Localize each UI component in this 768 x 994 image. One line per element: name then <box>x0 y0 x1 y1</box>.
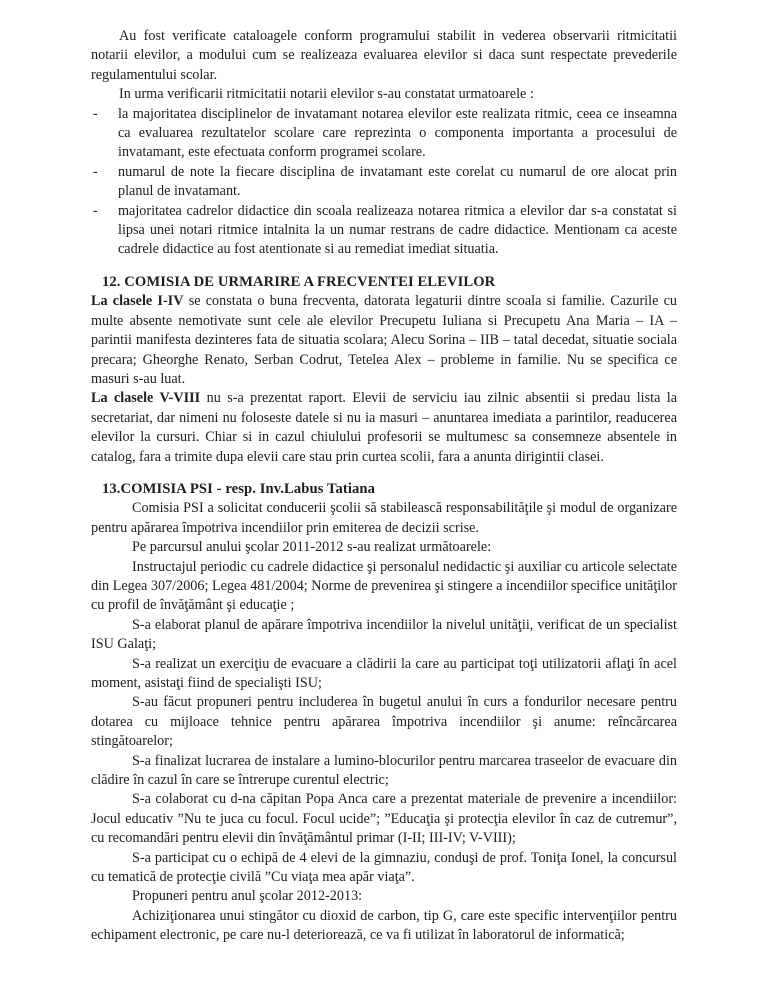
paragraph: In urma verificarii ritmicitatii notarii elevilor s-au constatat urmatoarele : <box>119 86 534 103</box>
bullet-item <box>91 202 677 260</box>
paragraph: Instructajul periodic cu cadrele didactice şi personalul nedidactic şi auxiliar cu articole selectate din Legea 307/2006; Legea 481/2004; Norme de prevenirea şi stingere a incendiilor specifice unităţilor cu profil de învăţământ şi educaţie ; <box>91 558 677 614</box>
paragraph <box>91 292 677 389</box>
section-heading: 12. COMISIA DE URMARIRE A FRECVENTEI ELEVILOR <box>102 273 496 290</box>
bullet-text: majoritatea cadrelor didactice din scoala realizeaza notarea ritmica a elevilor dar s-a constatat si lipsa unei notari ritmice intalnita la un numar restrans de cadre didactice. Mentionam ca aceste cadrele didactice au fost atentionate si au remediat imediat situatia. <box>118 202 677 258</box>
paragraph: Comisia PSI a solicitat conducerii şcolii să stabilească responsabilităţile şi modul de organizare pentru apărarea împotriva incendiilor prin emiterea de decizii scrise. <box>91 500 677 536</box>
paragraph: S-a colaborat cu d-na căpitan Popa Anca care a prezentat materiale de prevenire a incendiilor: Jocul educativ ”Nu te juca cu focul. Focul ucide”; ”Educaţia şi protecţia elevilor în caz de cutremur”, cu recomandări pentru elevii din învăţământul primar (I-II; III-IV; V-VIII); <box>91 791 677 847</box>
paragraph: Au fost verificate cataloagele conform programului stabilit in vederea observarii ritmicitatii notarii elevilor, a modului cum se realizeaza evaluarea elevilor si daca sunt respectate prevederile regulamentului scolar. <box>91 28 677 83</box>
bullet-text: la majoritatea disciplinelor de invatamant notarea elevilor este realizata ritmic, ceea ce inseamna ca evaluarea rezultatelor scolare care reprezinta o componenta importanta a procesului de invatamant, este efectuata conform programei scolare. <box>118 105 677 161</box>
bullet-dash-marker: - <box>93 105 98 122</box>
paragraph: S-au făcut propuneri pentru includerea în bugetul anului în curs a fondurilor necesare pentru dotarea cu mijloace tehnice pentru apărarea împotriva incendiilor şi anume: reîncărcarea stingătoarelor; <box>91 694 677 750</box>
document-content <box>91 27 677 946</box>
bullet-dash-marker: - <box>93 163 98 180</box>
paragraph-text: nu s-a prezentat raport. Elevii de serviciu iau zilnic absentii si predau lista la secretariat, dar nimeni nu foloseste datele si nu ia masuri – anuntarea imediata a parintilor, readucerea elevilor la cursuri. Chiar si in cazul chiulului profesorii se multumesc sa consemneze absentele in catalog, fara a trimite dupa elevii care stau prin curtea scolii, fara a anunta dirigintii clasei. <box>91 390 677 465</box>
paragraph-text: se constata o buna frecventa, datorata legaturii dintre scoala si familie. Cazurile cu multe absente nemotivate sunt cele ale elevilor Precupetu Iuliana si Precupetu Ana Maria – IA – parintii manifesta dezinteres fata de situatia scolara; Alecu Sorina – IIB – tatal decedat, situatie sociala precara; Gheorghe Renato, Serban Codrut, Tetelea Alex – probleme in familie. Nu se specifica ce masuri s-au luat. <box>91 293 677 387</box>
paragraph: S-a participat cu o echipă de 4 elevi de la gimnaziu, conduşi de prof. Toniţa Ionel, la concursul cu tematică de protecţie civilă ”Cu viaţa mea apăr viaţa”. <box>91 849 677 886</box>
paragraph-bold-lead: La clasele I-IV <box>91 293 184 310</box>
paragraph: S-a realizat un exerciţiu de evacuare a clădirii la care au participat toţi utilizatorii aflaţi în acel moment, asistaţi fiind de specialişti ISU; <box>91 655 677 691</box>
paragraph-bold-lead: La clasele V-VIII <box>91 390 201 407</box>
bullet-dash-marker: - <box>93 202 98 219</box>
bullet-item <box>91 163 677 202</box>
bullet-text: numarul de note la fiecare disciplina de invatamant este corelat cu numarul de ore alocat prin planul de invatamant. <box>118 163 677 200</box>
paragraph: Pe parcursul anului şcolar 2011-2012 s-au realizat următoarele: <box>132 539 492 556</box>
paragraph: Achiziţionarea unui stingător cu dioxid de carbon, tip G, care este specific intervenţiilor pentru echipament electronic, pe care nu-l deteriorează, ce va fi utilizat în laboratorul de informatică; <box>91 907 677 944</box>
paragraph: S-a finalizat lucrarea de instalare a lumino-blocurilor pentru marcarea traseelor de evacuare din clădire în cazul în care se întrerupe curentul electric; <box>91 752 677 789</box>
paragraph: S-a elaborat planul de apărare împotriva incendiilor la nivelul unităţii, verificat de un specialist ISU Galaţi; <box>91 616 677 653</box>
paragraph <box>91 389 677 467</box>
section-heading: 13.COMISIA PSI - resp. Inv.Labus Tatiana <box>102 480 375 497</box>
paragraph: Propuneri pentru anul şcolar 2012-2013: <box>132 888 363 905</box>
bullet-item <box>91 105 677 163</box>
